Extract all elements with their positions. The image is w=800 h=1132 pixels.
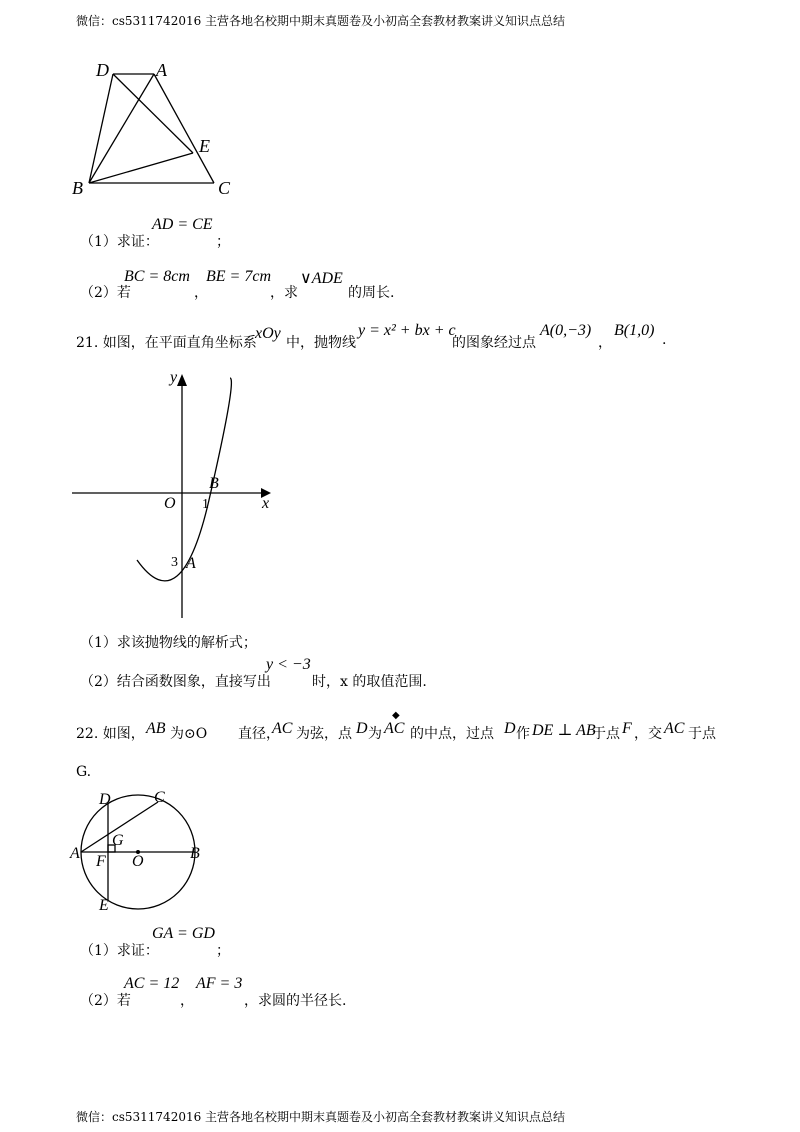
q21-text2: 中，抛物线 xyxy=(286,335,356,351)
q22-ab: AB xyxy=(146,720,166,737)
q20-part2-mid: ，求 xyxy=(270,285,298,301)
q22-zuo: 作 xyxy=(516,726,530,742)
q22-ac: AC xyxy=(272,720,293,737)
q22-intro: 22. 如图， xyxy=(76,726,145,742)
q22-point-f: F xyxy=(622,720,632,737)
page-header: 微信：cs5311742016 主营各地名校期中期末真题卷及小初高全套教材教案讲义知识点总结 xyxy=(76,14,566,28)
q20-part2-sep: ， xyxy=(194,285,208,301)
q21-text3: 的图象经过点 xyxy=(452,335,536,351)
arc-mark-icon: ◆ xyxy=(392,710,400,721)
figure-q21-parabola xyxy=(66,360,296,630)
label-B: B xyxy=(209,475,219,492)
label-D: D xyxy=(96,60,109,80)
label-F: F xyxy=(96,853,106,870)
q21-part2-prefix: （2）结合函数图象，直接写出 xyxy=(80,674,271,690)
q20-part1-formula: AD = CE xyxy=(152,216,213,233)
q22-point-d: D xyxy=(356,720,368,737)
q21-part2-condition: y < −3 xyxy=(266,656,311,673)
label-D: D xyxy=(99,791,111,808)
y-axis-arrow-icon xyxy=(177,374,187,386)
label-three: 3 xyxy=(171,555,178,570)
q20-part1-suffix: ； xyxy=(216,234,230,250)
q20-part2-be: BE = 7cm xyxy=(206,268,271,285)
figure-q22-circle xyxy=(66,790,216,915)
q22-part2-prefix: （2）若 xyxy=(80,993,131,1009)
q21-point-a: A(0,−3) xyxy=(540,322,592,339)
q22-arc-ac-text: AC xyxy=(384,720,405,737)
q20-part2-prefix: （2）若 xyxy=(80,285,131,301)
q22-part2-ac: AC = 12 xyxy=(124,975,180,992)
label-y: y xyxy=(170,369,178,386)
q22-circle-o: 为⊙O xyxy=(170,726,208,742)
q22-jiao: ，交 xyxy=(634,726,662,742)
q21-xoy: xOy xyxy=(255,325,281,342)
label-C: C xyxy=(218,178,231,198)
q22-de-perp-ab: DE ⊥ AB xyxy=(532,722,596,739)
q22-wei: 为 xyxy=(368,726,382,742)
q22-yudian: 于点 xyxy=(592,726,620,742)
label-O: O xyxy=(164,495,176,512)
q21-equation: y = x² + bx + c xyxy=(358,322,456,339)
q22-line2: G. xyxy=(76,764,92,780)
label-B: B xyxy=(72,178,83,198)
q21-point-b: B(1,0) xyxy=(614,322,655,339)
q21-part1: （1）求该抛物线的解析式； xyxy=(80,635,257,651)
figure-q20-trapezoid xyxy=(66,58,246,198)
q22-chord: 为弦，点 xyxy=(296,726,352,742)
label-one: 1 xyxy=(202,497,209,512)
q22-point-d2: D xyxy=(504,720,516,737)
q22-yudian2: 于点 xyxy=(688,726,716,742)
q21-comma: ， xyxy=(598,335,612,351)
q22-part2-suffix: ，求圆的半径长. xyxy=(244,993,347,1009)
q22-arc-ac xyxy=(384,710,405,738)
label-O: O xyxy=(132,853,144,870)
q22-part1-prefix: （1）求证： xyxy=(80,943,159,959)
q21-end: . xyxy=(662,332,667,348)
q20-part2-bc-text: BC = 8cm xyxy=(124,268,190,285)
q22-ac2: AC xyxy=(664,720,685,737)
q20-part2-triangle: ∨ADE xyxy=(300,270,343,287)
page-footer: 微信：cs5311742016 主营各地名校期中期末真题卷及小初高全套教材教案讲义知识点总结 xyxy=(76,1110,566,1124)
q20-part2-bc xyxy=(124,268,190,286)
label-C: C xyxy=(154,790,165,806)
q22-part1-suffix: ； xyxy=(216,943,230,959)
q20-part1-prefix: （1）求证： xyxy=(80,234,159,250)
q22-midpoint: 的中点，过点 xyxy=(410,726,494,742)
q22-part1-formula: GA = GD xyxy=(152,925,215,942)
q20-part2-suffix: 的周长. xyxy=(348,285,395,301)
label-G: G xyxy=(112,832,124,849)
q21-part2-suffix: 时，x 的取值范围. xyxy=(312,674,427,690)
label-B: B xyxy=(190,845,200,862)
label-x: x xyxy=(262,495,270,512)
q22-diameter: 直径， xyxy=(238,726,280,742)
q21-intro: 21. 如图，在平面直角坐标系 xyxy=(76,335,257,351)
q22-part2-af: AF = 3 xyxy=(196,975,243,992)
label-A: A xyxy=(156,60,167,80)
label-E: E xyxy=(199,136,210,156)
q22-part2-sep: ， xyxy=(180,993,194,1009)
label-E: E xyxy=(99,897,109,914)
label-A: A xyxy=(70,845,80,862)
label-A: A xyxy=(186,555,196,572)
